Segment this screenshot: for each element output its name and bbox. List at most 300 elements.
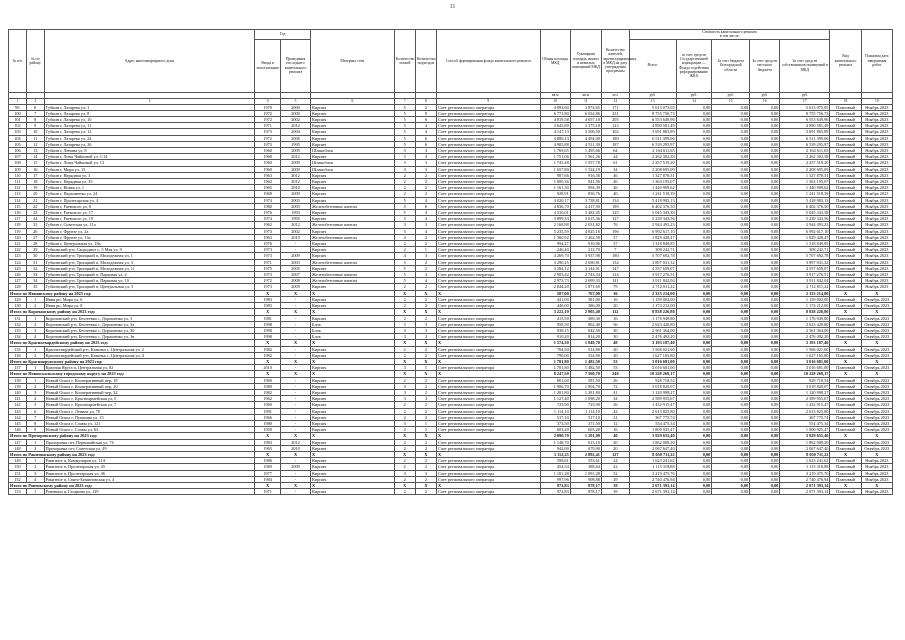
total-cell: 8 050 711,22 [780, 451, 830, 457]
table-cell: 103 [9, 129, 27, 135]
table-cell: 3 897 031,32 [629, 259, 676, 265]
table-cell: 0,00 [712, 476, 750, 482]
table-cell: 2009 [280, 148, 310, 154]
table-cell: 0,00 [712, 303, 750, 309]
table-cell: Плановый [830, 222, 861, 228]
table-cell: 2 [415, 296, 436, 302]
table-cell: Кирпич [311, 389, 395, 395]
table-cell: 3 [394, 154, 415, 160]
unit-cell: руб. [750, 92, 780, 98]
table-cell: 2 [415, 408, 436, 414]
table-cell: Октябрь 2023 [861, 321, 892, 327]
table-cell: Октябрь 2023 [861, 402, 892, 408]
table-cell: 2 476 492,20 [780, 334, 830, 340]
table-cell: 2 [394, 427, 415, 433]
table-cell: 373,50 [540, 420, 570, 426]
total-cell: X [415, 482, 436, 488]
table-cell: Кирпич [311, 154, 395, 160]
table-cell: 140 [9, 389, 27, 395]
column-number-cell: 17 [780, 98, 830, 104]
table-row [9, 489, 893, 495]
total-label: Итого по Новооскольскому городскому округу на 2023 год: [9, 371, 255, 377]
table-cell: 2005 [280, 203, 310, 209]
table-cell: - [280, 241, 310, 247]
table-cell: 0,00 [750, 476, 780, 482]
table-cell: 0,00 [750, 253, 780, 259]
table-cell: 2 [415, 389, 436, 395]
table-cell: 124 [9, 259, 27, 265]
table-cell: 2 740 476,94 [629, 476, 676, 482]
table-cell: 0,00 [712, 110, 750, 116]
table-cell: 2009 [280, 160, 310, 166]
total-label: Итого по Красногвардейскому району на 2023 год: [9, 340, 255, 346]
table-cell: 0,00 [712, 470, 750, 476]
table-cell: 0,00 [712, 464, 750, 470]
table-cell: 1 [26, 296, 44, 302]
table-cell: 0,00 [750, 365, 780, 371]
table-cell: 2012 [280, 154, 310, 160]
table-cell: Губкин г, Центральная ул, 18а [44, 241, 255, 247]
table-cell: 205 [601, 117, 629, 123]
table-cell: 0,00 [676, 148, 712, 154]
table-cell: 0,00 [750, 203, 780, 209]
table-cell: 136 [9, 352, 27, 358]
table-cell: Кирпич [311, 470, 395, 476]
table-cell: Ноябрь 2023 [861, 247, 892, 253]
table-cell: 2 [394, 476, 415, 482]
table-cell: 14 [26, 154, 44, 160]
table-cell: Губкин г, Нарядная ул, 3 [44, 172, 255, 178]
table-cell: 150 [9, 464, 27, 470]
column-number-cell: 6 [311, 98, 395, 104]
total-cell: X [311, 309, 395, 315]
table-cell: 0,00 [676, 135, 712, 141]
table-cell: 0,00 [712, 427, 750, 433]
table-cell: 6 402 376,50 [780, 203, 830, 209]
table-cell: 0,00 [676, 458, 712, 464]
table-cell: 1963 [255, 445, 281, 451]
table-cell: 16 [601, 427, 629, 433]
table-cell: Плановый [830, 148, 861, 154]
table-cell: 2009 [280, 191, 310, 197]
table-cell: 0,00 [712, 272, 750, 278]
table-cell: 2012 [280, 172, 310, 178]
table-cell: Счет регионального оператора [436, 185, 540, 191]
table-cell: 0,00 [750, 402, 780, 408]
table-cell: Новый Оскол г, Красноармейская ул, 7 [44, 402, 255, 408]
table-cell: 0,00 [750, 427, 780, 433]
table-cell: 5 [394, 123, 415, 129]
table-cell: Кирпич [311, 284, 395, 290]
table-cell: 2 561 364,00 [780, 327, 830, 333]
column-number-cell: 15 [712, 98, 750, 104]
total-cell: X [394, 358, 415, 364]
table-cell: 1983 [255, 296, 281, 302]
unit-cell: руб. [712, 92, 750, 98]
table-cell: 39 [601, 489, 629, 495]
table-cell: 0,00 [676, 110, 712, 116]
table-cell: 3 [415, 166, 436, 172]
table-cell: 958,50 [540, 321, 570, 327]
total-cell: 2 333 214,00 [629, 290, 676, 296]
table-cell: 0,00 [750, 439, 780, 445]
table-cell: 0,00 [750, 265, 780, 271]
table-cell: 2 [394, 402, 415, 408]
table-cell: 1 [26, 377, 44, 383]
column-number-cell: 8 [415, 98, 436, 104]
table-cell: 0,00 [750, 464, 780, 470]
table-cell: Плановый [830, 160, 861, 166]
column-number-cell: 19 [861, 98, 892, 104]
table-cell: 0,00 [750, 129, 780, 135]
table-cell: 2 [415, 172, 436, 178]
header-premises-area: Суммарная площадь жилых и нежилых помещений МКД [570, 30, 601, 93]
table-cell: 2 [394, 296, 415, 302]
table-cell: 1993 [280, 210, 310, 216]
table-cell: 0,00 [676, 476, 712, 482]
table-cell: 1 241 518,39 [780, 191, 830, 197]
table-cell: 2 [394, 315, 415, 321]
table-cell: 2 589 955,67 [629, 396, 676, 402]
table-cell: Ноябрь 2023 [861, 117, 892, 123]
table-cell: Плановый [830, 327, 861, 333]
column-number-cell: 12 [601, 98, 629, 104]
table-cell: Плановый [830, 296, 861, 302]
table-cell: 0,00 [676, 123, 712, 129]
table-cell: 367 775,74 [780, 414, 830, 420]
table-cell: 144 [9, 414, 27, 420]
table-cell: Ровеньки п, Гагарина ул, 129 [44, 489, 255, 495]
table-cell: 1960 [255, 160, 281, 166]
table-cell: 8 [26, 117, 44, 123]
table-cell: 4 417,90 [570, 203, 601, 209]
table-cell: 0,00 [712, 396, 750, 402]
table-cell: 0,00 [676, 210, 712, 216]
table-cell: 1 148,70 [540, 439, 570, 445]
table-cell: Октябрь 2023 [861, 420, 892, 426]
table-cell: 108 [9, 160, 27, 166]
table-cell: 5 418 983,13 [629, 197, 676, 203]
table-cell: 0,00 [712, 315, 750, 321]
total-cell: X [415, 340, 436, 346]
table-cell: Ноябрь 2023 [861, 154, 892, 160]
table-cell: 15 [26, 160, 44, 166]
table-cell: Счет регионального оператора [436, 427, 540, 433]
table-cell: Губкин г, Лазарева ул, 11 [44, 123, 255, 129]
table-cell: Плановый [830, 241, 861, 247]
table-cell: Ноябрь 2023 [861, 234, 892, 240]
table-cell: - [280, 427, 310, 433]
total-cell: X [830, 340, 861, 346]
table-cell: 1960 [255, 148, 281, 154]
total-cell: 1 781,80 [540, 358, 570, 364]
table-header [9, 30, 893, 105]
table-cell: 8 755 756,73 [629, 110, 676, 116]
table-cell: 1984 [255, 476, 281, 482]
table-cell: 0,00 [676, 166, 712, 172]
table-cell: 3 [415, 321, 436, 327]
total-cell: 0,00 [750, 433, 780, 439]
table-cell: Кирпич [311, 117, 395, 123]
table-cell: 1980 [255, 420, 281, 426]
table-cell: 2008 [280, 278, 310, 284]
table-cell: 0,00 [712, 135, 750, 141]
table-cell: Плановый [830, 259, 861, 265]
table-cell: 5 [394, 216, 415, 222]
table-cell: 32 [26, 265, 44, 271]
table-cell: 1 159 002,00 [780, 296, 830, 302]
table-cell: 1 627 165,80 [629, 352, 676, 358]
table-cell: - [280, 408, 310, 414]
table-cell: Плановый [830, 129, 861, 135]
table-cell: Октябрь 2023 [861, 383, 892, 389]
column-number-cell: 13 [629, 98, 676, 104]
table-cell: Кирпич [311, 476, 395, 482]
table-cell: Новый Оскол г, Пушкина ул, 15 [44, 414, 255, 420]
table-cell: Плановый [830, 439, 861, 445]
table-cell: Счет регионального оператора [436, 408, 540, 414]
table-cell: 2 [415, 191, 436, 197]
table-cell: 3 645,80 [540, 123, 570, 129]
unit-cell: руб. [629, 92, 676, 98]
table-cell: 0,00 [750, 458, 780, 464]
table-cell: Ноябрь 2023 [861, 272, 892, 278]
table-cell: 3 917 276,51 [629, 272, 676, 278]
table-cell: 1 495,66 [570, 148, 601, 154]
table-cell: Железобетонные панели [311, 272, 395, 278]
table-cell: 18 [26, 179, 44, 185]
table-cell: 814,20 [570, 334, 601, 340]
table-cell: 1 440 909,62 [780, 185, 830, 191]
table-cell: Счет регионального оператора [436, 315, 540, 321]
table-cell: 2 [415, 241, 436, 247]
table-cell: 0,00 [750, 278, 780, 284]
table-cell: 1 566 021,60 [629, 346, 676, 352]
table-cell: Кирпич [311, 296, 395, 302]
table-cell: 3 [26, 470, 44, 476]
table-cell: 19 [26, 185, 44, 191]
table-cell: 0,00 [712, 104, 750, 110]
table-cell: 581,50 [570, 377, 601, 383]
table-cell: 6 992 617,10 [629, 228, 676, 234]
total-cell: X [394, 290, 415, 296]
table-cell: Кирпич [311, 241, 395, 247]
table-cell: 0,00 [750, 210, 780, 216]
table-cell: 3 899,33 [540, 216, 570, 222]
total-cell: X [255, 433, 281, 439]
table-cell: Плановый [830, 210, 861, 216]
table-cell: 129 [9, 296, 27, 302]
total-cell: X [311, 340, 395, 346]
table-cell: 34 [601, 166, 629, 172]
table-cell: 4 886,13 [540, 135, 570, 141]
table-cell: 454,54 [540, 464, 570, 470]
table-cell: 2009 [280, 284, 310, 290]
total-cell: X [415, 358, 436, 364]
table-cell: 2 067 647,40 [629, 445, 676, 451]
table-cell: 125 [9, 265, 27, 271]
total-cell: X [394, 309, 415, 315]
table-cell: Ноябрь 2023 [861, 265, 892, 271]
table-cell: 3 [394, 470, 415, 476]
table-cell: - [280, 321, 310, 327]
table-cell: Ноябрь 2023 [861, 141, 892, 147]
table-cell: 46 [601, 172, 629, 178]
table-cell: Губкин г, Ленина ул, 8 [44, 148, 255, 154]
table-cell: Ноябрь 2023 [861, 148, 892, 154]
table-cell: 22 [26, 203, 44, 209]
table-cell: 4 890 581,49 [629, 123, 676, 129]
total-cell: 40 [601, 433, 629, 439]
table-cell: 0,00 [676, 179, 712, 185]
table-cell: Счет регионального оператора [436, 154, 540, 160]
table-cell: Счет регионального оператора [436, 439, 540, 445]
table-cell: 0,00 [750, 296, 780, 302]
total-cell: 0,00 [712, 451, 750, 457]
table-cell: 4 310,01 [540, 210, 570, 216]
total-cell: X [255, 358, 281, 364]
table-cell: 149 [9, 458, 27, 464]
table-cell: Плановый [830, 141, 861, 147]
table-cell: 679,90 [570, 445, 601, 451]
table-cell: Кирпич [311, 464, 395, 470]
table-cell: Счет регионального оператора [436, 166, 540, 172]
table-cell: 120 [9, 234, 27, 240]
total-cell: 2 892,41 [570, 451, 601, 457]
table-cell: - [280, 389, 310, 395]
table-cell: 180 [601, 253, 629, 259]
table-cell: 1965 [255, 185, 281, 191]
table-cell: 2 [394, 445, 415, 451]
table-cell: 1 281,80 [570, 389, 601, 395]
table-cell: 128 [9, 284, 27, 290]
table-cell: 6 [415, 117, 436, 123]
table-cell: Ноябрь 2023 [861, 464, 892, 470]
table-cell: Плановый [830, 253, 861, 259]
table-cell: 101 [9, 117, 27, 123]
table-cell: 1973 [255, 247, 281, 253]
table-cell: Счет регионального оператора [436, 179, 540, 185]
table-cell: 111 [9, 179, 27, 185]
total-cell: X [280, 340, 310, 346]
table-cell: 1 829 428,47 [629, 234, 676, 240]
table-cell: 0,00 [750, 377, 780, 383]
total-label: Итого по Краснояружскому району на 2023 год: [9, 358, 255, 364]
table-cell: 106 [9, 148, 27, 154]
table-cell: 0,00 [676, 383, 712, 389]
table-cell: 171 [601, 104, 629, 110]
table-cell: 1972 [255, 117, 281, 123]
table-cell: 0,00 [712, 365, 750, 371]
table-cell: Октябрь 2023 [861, 365, 892, 371]
table-cell: Счет регионального оператора [436, 389, 540, 395]
table-cell: Новый Оскол г, Красноармейская ул, 5 [44, 396, 255, 402]
total-cell: 3 112,25 [540, 451, 570, 457]
table-cell: 941,56 [570, 179, 601, 185]
table-cell: 231 [601, 110, 629, 116]
table-cell: 189 [601, 203, 629, 209]
table-cell: 0,00 [676, 234, 712, 240]
table-cell: 1 174 212,00 [629, 303, 676, 309]
table-cell: Новый Оскол г, Славы ул, 63 [44, 427, 255, 433]
table-cell: 0,00 [750, 172, 780, 178]
table-cell: 2 [415, 315, 436, 321]
table-cell: 6 771,80 [540, 110, 570, 116]
table-cell: 0,00 [750, 148, 780, 154]
table-cell: 107 [9, 154, 27, 160]
table-cell: - [280, 414, 310, 420]
total-cell: 0,00 [750, 451, 780, 457]
table-cell: 942,00 [540, 445, 570, 451]
table-cell: Губкин г, Нарядная ул, 35 [44, 179, 255, 185]
table-cell: 0,00 [676, 427, 712, 433]
table-cell: 148 [9, 445, 27, 451]
table-cell: Кирпич [311, 383, 395, 389]
total-cell: 0,00 [676, 309, 712, 315]
table-cell: Счет регионального оператора [436, 346, 540, 352]
table-cell: 0,00 [712, 253, 750, 259]
table-cell: 0,00 [750, 315, 780, 321]
total-cell: X [255, 290, 281, 296]
table-cell: 3 [415, 148, 436, 154]
table-cell: 12 [601, 420, 629, 426]
table-cell: 910,06 [570, 241, 601, 247]
table-cell: 2010 [280, 234, 310, 240]
table-cell: 5 [394, 197, 415, 203]
table-cell: Счет регионального оператора [436, 470, 540, 476]
table-cell: Кирпич [311, 265, 395, 271]
table-cell: Счет регионального оператора [436, 278, 540, 284]
table-cell: 1982 [255, 346, 281, 352]
table-cell: Счет регионального оператора [436, 234, 540, 240]
table-cell: Кирпич [311, 228, 395, 234]
table-cell: Ивня рп, Мира ул, 6 [44, 296, 255, 302]
table-cell: 0,00 [750, 327, 780, 333]
table-cell: 1 [415, 365, 436, 371]
table-cell: 116 [9, 210, 27, 216]
table-cell: 1 000,36 [540, 179, 570, 185]
table-cell: Губкинский р-н, Троицкий п, Парковая ул, 10 [44, 278, 255, 284]
table-cell: Губкинский р-н, Троицкий п, Молодежная ул, 1 [44, 253, 255, 259]
table-cell: 2003 [280, 197, 310, 203]
table-cell: 26 [26, 228, 44, 234]
table-cell: 0,00 [750, 123, 780, 129]
table-cell: Ноябрь 2023 [861, 228, 892, 234]
table-cell: 3 018 820,07 [629, 383, 676, 389]
total-cell: 0,00 [676, 290, 712, 296]
table-cell: 2 [415, 427, 436, 433]
table-cell: 2 [415, 104, 436, 110]
table-cell: Счет регионального оператора [436, 110, 540, 116]
table-cell: Кирпич [311, 489, 395, 495]
column-number-cell: 4 [255, 98, 281, 104]
table-cell: 110 [9, 172, 27, 178]
table-cell: 1 623 241,62 [629, 458, 676, 464]
table-cell: 2 671 393,14 [780, 489, 830, 495]
table-cell: 0,00 [712, 197, 750, 203]
table-cell: Плановый [830, 458, 861, 464]
table-cell: 5 [394, 265, 415, 271]
total-cell: 240 [601, 371, 629, 377]
table-cell: 1 561,26 [570, 154, 601, 160]
table-cell: Октябрь 2023 [861, 327, 892, 333]
table-cell: Губкин г, Лазарева ул, 24 [44, 135, 255, 141]
table-cell: 5 045 343,38 [629, 210, 676, 216]
table-cell: Счет регионального оператора [436, 135, 540, 141]
table-cell: 4 [394, 253, 415, 259]
table-cell: 0,00 [712, 166, 750, 172]
table-cell: 997,96 [540, 476, 570, 482]
